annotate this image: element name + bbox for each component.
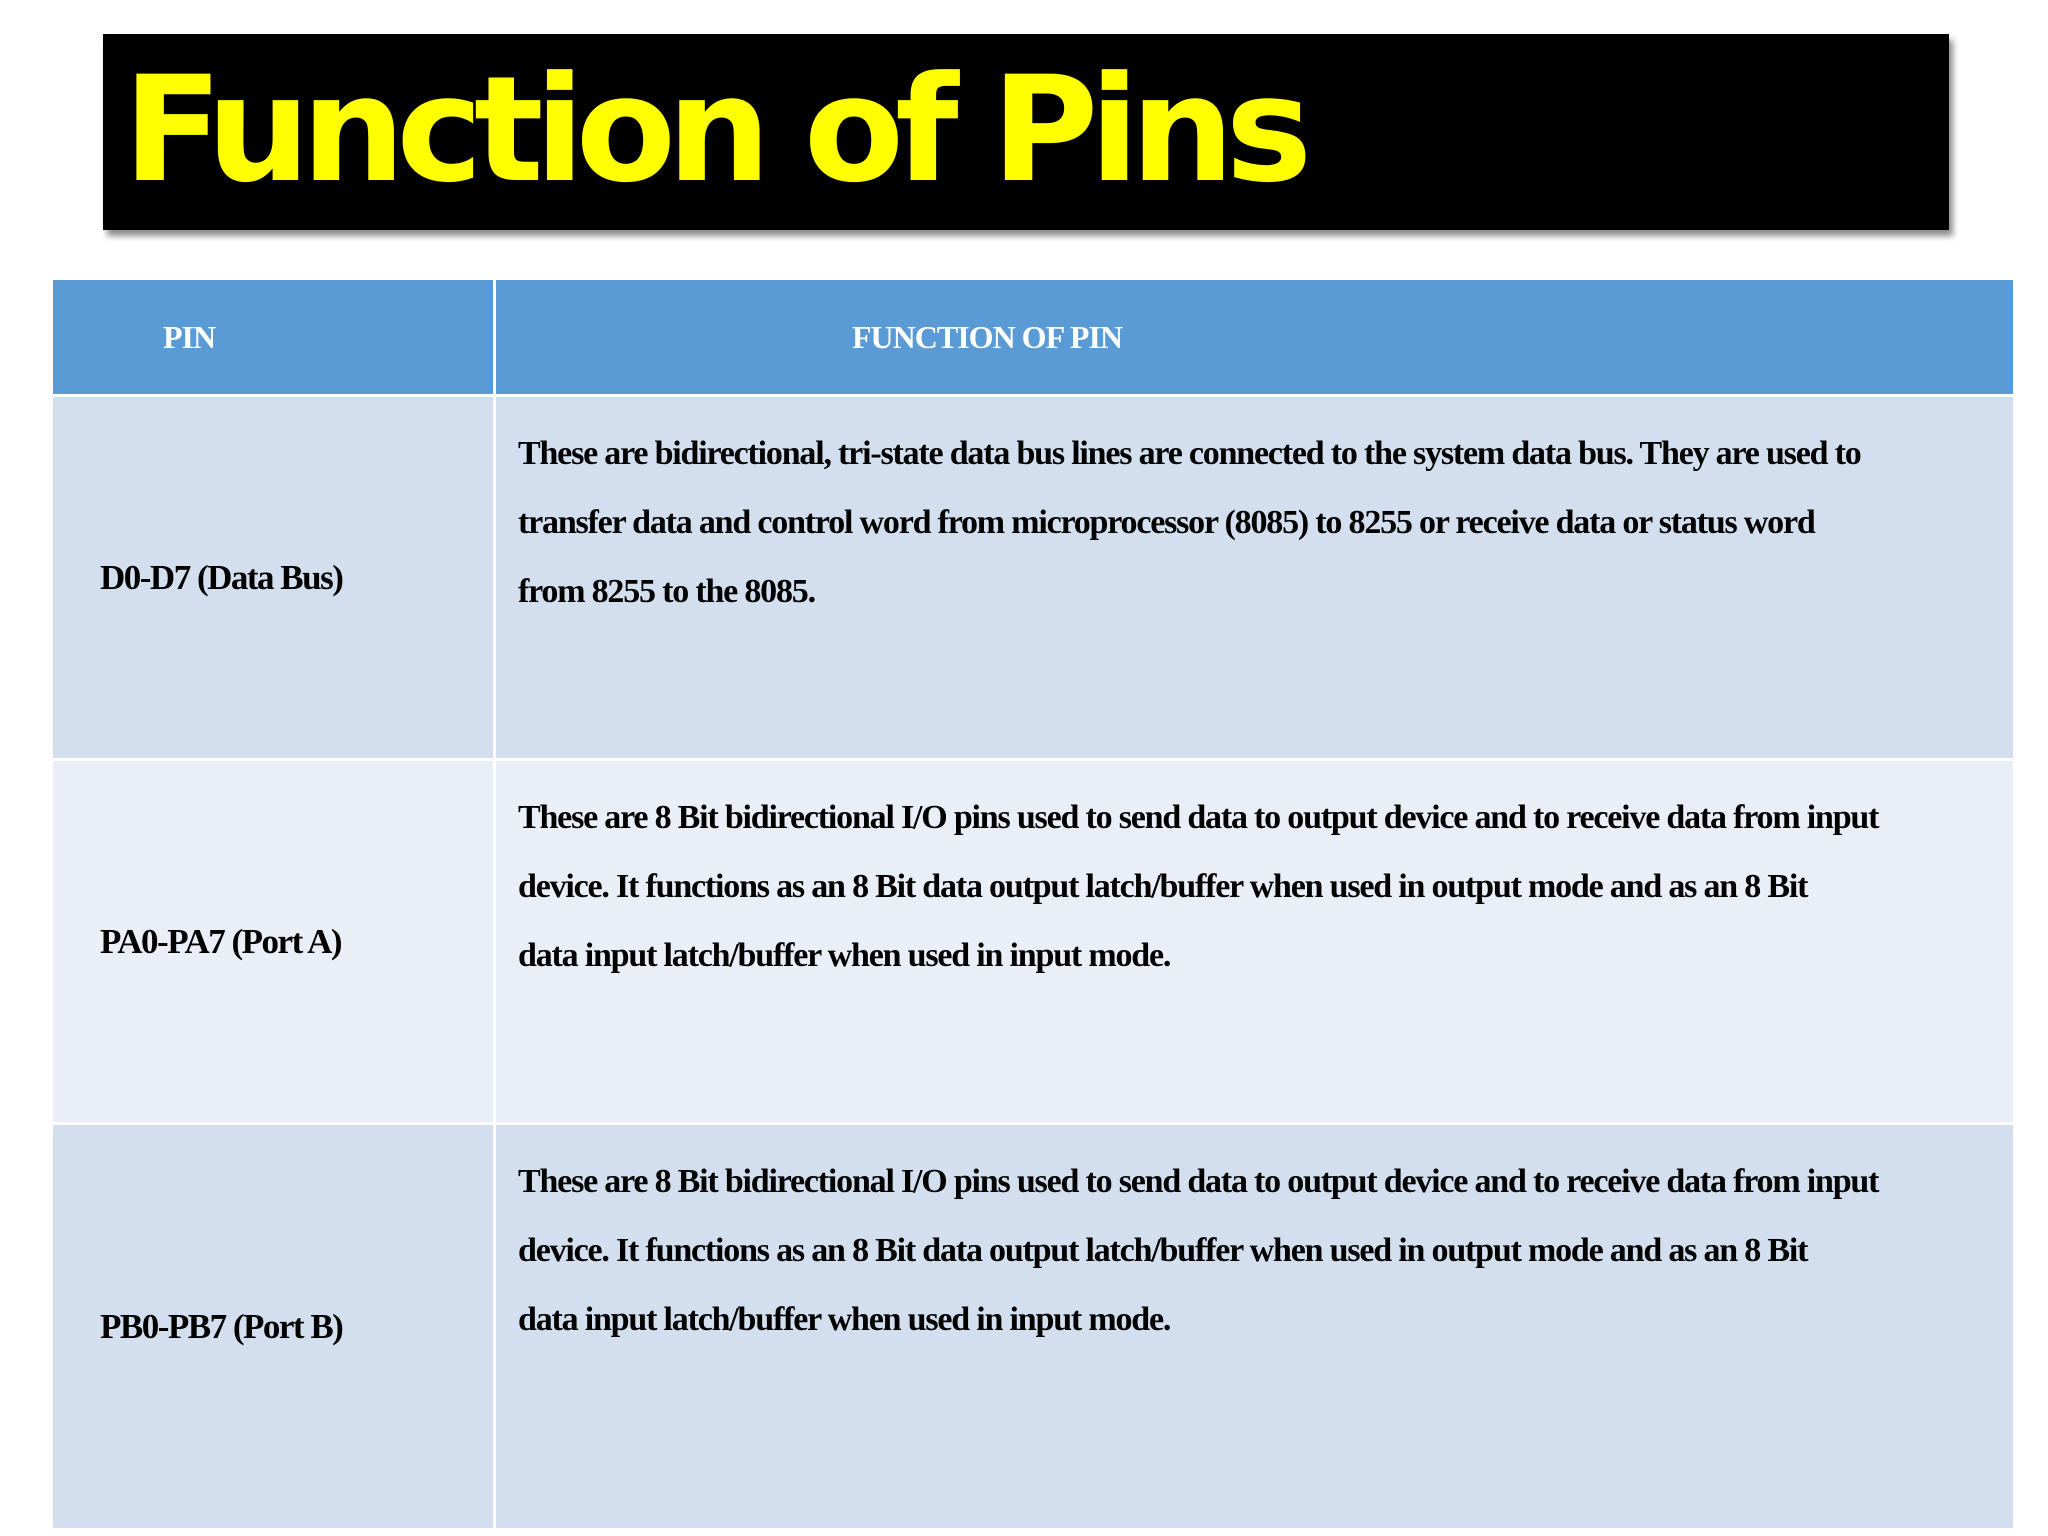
function-text-line: device. It functions as an 8 Bit data output latch/buffer when used in output mode and as an 8 Bit <box>518 1232 1808 1269</box>
function-text-line: data input latch/buffer when used in input mode. <box>518 1301 1171 1338</box>
pin-function-cell <box>495 396 2015 760</box>
pin-name-cell: D0-D7 (Data Bus) <box>52 396 495 760</box>
header-function: FUNCTION OF PIN <box>495 279 2015 396</box>
table-header-row <box>52 279 2015 396</box>
function-text-line: device. It functions as an 8 Bit data output latch/buffer when used in output mode and as an 8 Bit <box>518 868 1808 905</box>
table-row <box>52 396 2015 760</box>
title-banner <box>103 34 1949 230</box>
function-text-line: These are bidirectional, tri-state data bus lines are connected to the system data bus. They are used to <box>518 435 1861 472</box>
pin-function-table <box>50 277 2016 1531</box>
function-text-line: These are 8 Bit bidirectional I/O pins used to send data to output device and to receive data from input <box>518 1163 1879 1200</box>
table-row <box>52 1124 2015 1530</box>
function-text-line: These are 8 Bit bidirectional I/O pins used to send data to output device and to receive data from input <box>518 799 1879 836</box>
pin-name-cell: PA0-PA7 (Port A) <box>52 760 495 1124</box>
header-pin: PIN <box>52 279 495 396</box>
table-row <box>52 760 2015 1124</box>
slide-title: Function of Pins <box>123 45 1304 215</box>
function-text-line: transfer data and control word from microprocessor (8085) to 8255 or receive data or status word <box>518 504 1815 541</box>
pin-function-cell <box>495 760 2015 1124</box>
pin-name-cell: PB0-PB7 (Port B) <box>52 1124 495 1530</box>
function-text-line: from 8255 to the 8085. <box>518 573 815 610</box>
function-text-line: data input latch/buffer when used in input mode. <box>518 937 1171 974</box>
pin-function-cell <box>495 1124 2015 1530</box>
